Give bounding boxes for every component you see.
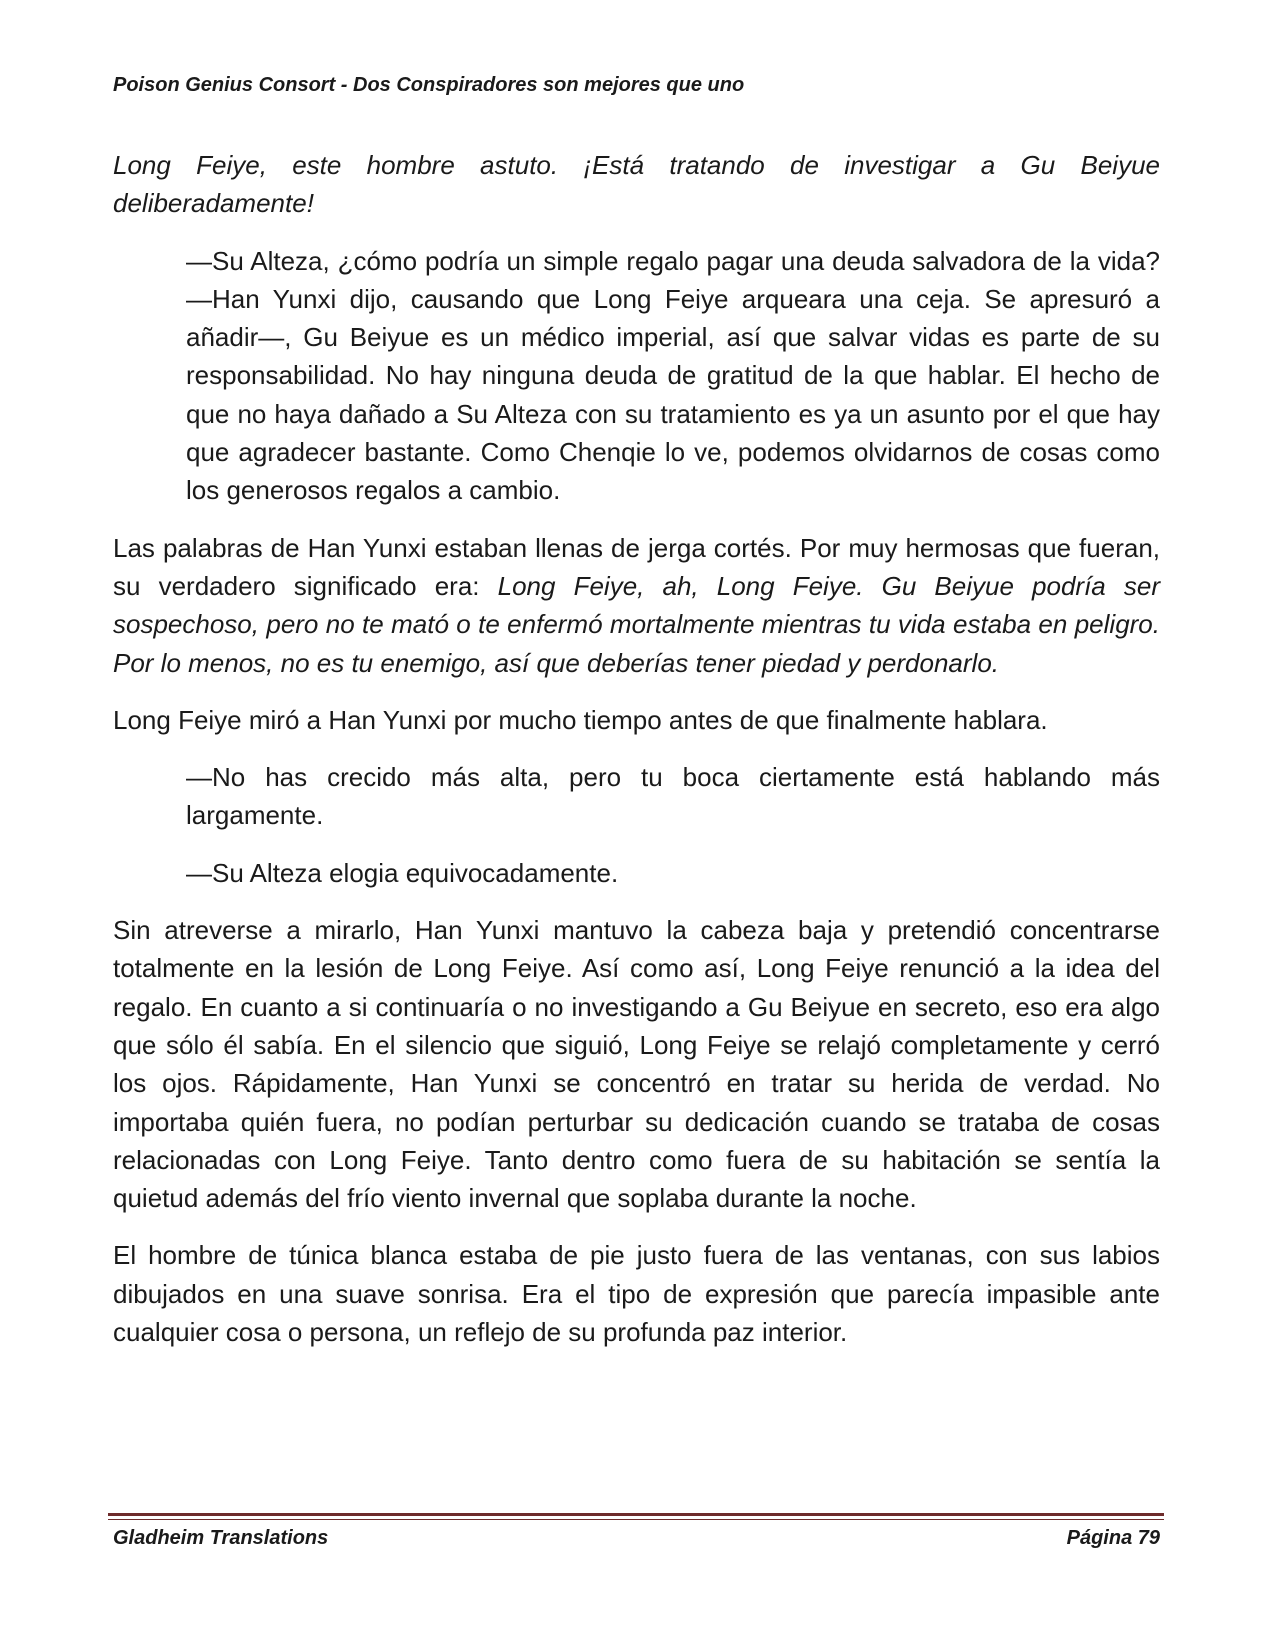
paragraph-2: —Su Alteza, ¿cómo podría un simple regalo pagar una deuda salvadora de la vida? —Han Yunxi dijo, causando que Long Feiye arqueara una ceja. Se apresuró a añadir—, Gu Beiyue es un médico imperial, así que salvar vidas es parte de su responsabilidad. No hay ninguna deuda de gratitud de la que hablar. El hecho de que no haya dañado a Su Alteza con su tratamiento es ya un asunto por el que hay que agradecer bastante. Como Chenqie lo ve, podemos olvidarnos de cosas como los generosos regalos a cambio. [186,245,1160,506]
footer-page-number: Página 79 [1066,1527,1160,1549]
paragraph-5: —No has crecido más alta, pero tu boca ciertamente está hablando más largamente. [186,762,1160,831]
footer-rule-thin [108,1519,1164,1520]
paragraph-7: Sin atreverse a mirarlo, Han Yunxi mantuvo la cabeza baja y pretendió concentrarse totalmente en la lesión de Long Feiye. Así como así, Long Feiye renunció a la idea del regalo. En cuanto a si continuaría o no investigando a Gu Beiyue en secreto, eso era algo que sólo él sabía. En el silencio que siguió, Long Feiye se relajó completamente y cerró los ojos. Rápidamente, Han Yunxi se concentró en tratar su herida de verdad. No importaba quién fuera, no podían perturbar su dedicación cuando se trataba de cosas relacionadas con Long Feiye. Tanto dentro como fuera de su habitación se sentía la quietud además del frío viento invernal que soplaba durante la noche. [113,915,1160,1214]
paragraph-3 [113,529,1160,682]
footer-publisher: Gladheim Translations [113,1527,329,1549]
paragraph-3-italic: Long Feiye, ah, Long Feiye. Gu Beiyue podría ser sospechoso, pero no te mató o te enfermó mortalmente mientras tu vida estaba en peligro. Por lo menos, no es tu enemigo, así que deberías tener piedad y perdonarlo. [113,570,1160,678]
paragraph-6: —Su Alteza elogia equivocadamente. [186,857,619,888]
paragraph-3-plain: Las palabras de Han Yunxi estaban llenas de jerga cortés. Por muy hermosas que fueran, su verdadero significado era: [113,532,1160,601]
page-header-title: Poison Genius Consort - Dos Conspiradores son mejores que uno [113,74,745,96]
page-body [113,146,1160,1351]
footer-rule-thick [108,1513,1164,1516]
paragraph-4: Long Feiye miró a Han Yunxi por mucho tiempo antes de que finalmente hablara. [113,704,1048,735]
paragraph-8: El hombre de túnica blanca estaba de pie justo fuera de las ventanas, con sus labios dibujados en una suave sonrisa. Era el tipo de expresión que parecía impasible ante cualquier cosa o persona, un reflejo de su profunda paz interior. [113,1240,1160,1348]
paragraph-1: Long Feiye, este hombre astuto. ¡Está tratando de investigar a Gu Beiyue deliberadamente! [113,150,1160,219]
